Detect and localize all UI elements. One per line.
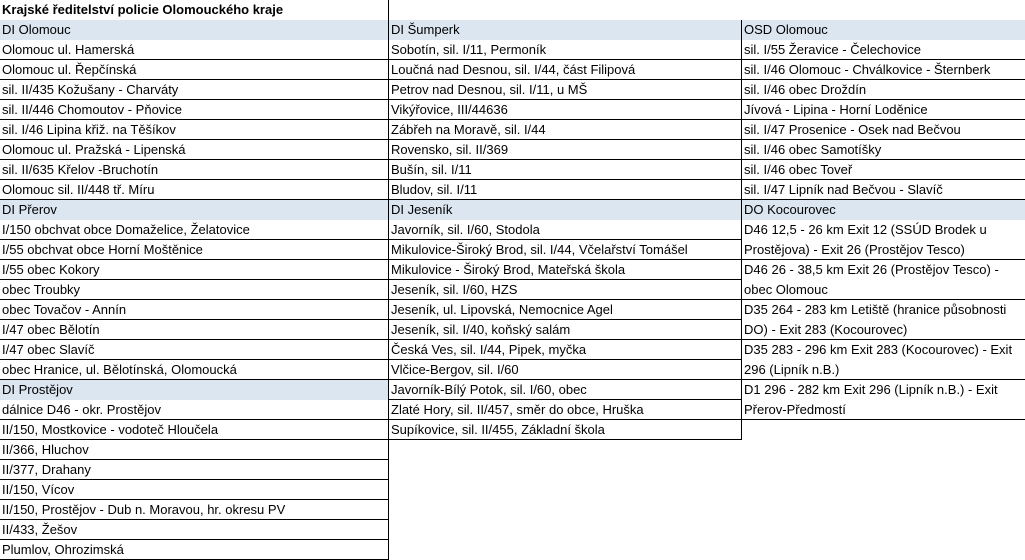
list-item: II/377, Drahany: [2, 462, 91, 477]
list-item: I/150 obchvat obce Domaželice, Želatovice: [2, 222, 250, 237]
list-item: sil. I/46 obec Samotíšky: [744, 142, 882, 157]
list-item: sil. I/55 Žeravice - Čelechovice: [744, 42, 922, 57]
list-item: Zábřeh na Moravě, sil. I/44: [391, 122, 546, 137]
list-item: Olomouc ul. Pražská - Lipenská: [2, 142, 186, 157]
list-item: Rovensko, sil. II/369: [391, 142, 509, 157]
list-item: II/150, Vícov: [2, 482, 75, 497]
list-item: I/47 obec Slavíč: [2, 342, 95, 357]
list-item: obec Tovačov - Annín: [2, 302, 127, 317]
list-item: Javorník-Bílý Potok, sil. I/60, obec: [391, 382, 587, 397]
list-item: Supíkovice, sil. II/455, Základní škola: [391, 422, 605, 437]
list-item: I/55 obec Kokory: [2, 262, 100, 277]
list-item: Prostějova) - Exit 26 (Prostějov Tesco): [744, 242, 965, 257]
section-header: DI Olomouc: [0, 20, 388, 40]
row-border: [388, 439, 741, 440]
section-header: DO Kocourovec: [742, 200, 1025, 220]
list-item: obec Troubky: [2, 282, 81, 297]
column-border: [388, 20, 389, 560]
list-item: obec Hranice, ul. Bělotínská, Olomoucká: [2, 362, 237, 377]
list-item: D1 296 - 282 km Exit 296 (Lipník n.B.) - Exit: [744, 382, 998, 397]
list-item: II/150, Mostkovice - vodoteč Hloučela: [2, 422, 219, 437]
list-item: Olomouc sil. II/448 tř. Míru: [2, 182, 155, 197]
row-border: [741, 419, 1025, 420]
list-item: Přerov-Předmostí: [744, 402, 846, 417]
list-item: Vikýřovice, III/44636: [391, 102, 508, 117]
section-header: DI Přerov: [0, 200, 388, 220]
list-item: sil. I/47 Prosenice - Osek nad Bečvou: [744, 122, 961, 137]
list-item: Jívová - Lipina - Horní Loděnice: [744, 102, 928, 117]
list-item: sil. I/46 obec Droždín: [744, 82, 867, 97]
list-item: I/55 obchvat obce Horní Moštěnice: [2, 242, 203, 257]
list-item: sil. I/46 obec Toveř: [744, 162, 853, 177]
list-item: DO) - Exit 283 (Kocourovec): [744, 322, 908, 337]
section-header: DI Šumperk: [389, 20, 741, 40]
list-item: sil. I/46 Lipina křiž. na Těšíkov: [2, 122, 176, 137]
list-item: Zlaté Hory, sil. II/457, směr do obce, Hruška: [391, 402, 644, 417]
list-item: II/433, Žešov: [2, 522, 78, 537]
list-item: Jeseník, sil. I/40, koňský salám: [391, 322, 571, 337]
list-item: dálnice D46 - okr. Prostějov: [2, 402, 161, 417]
list-item: II/366, Hluchov: [2, 442, 89, 457]
list-item: Vlčice-Bergov, sil. I/60: [391, 362, 519, 377]
column-border: [741, 20, 742, 440]
section-header: OSD Olomouc: [742, 20, 1025, 40]
list-item: sil. I/47 Lipník nad Bečvou - Slavíč: [744, 182, 943, 197]
list-item: sil. I/46 Olomouc - Chválkovice - Šternberk: [744, 62, 991, 77]
list-item: Javorník, sil. I/60, Stodola: [391, 222, 540, 237]
list-item: Česká Ves, sil. I/44, Pipek, myčka: [391, 342, 587, 357]
list-item: Jeseník, sil. I/60, HZS: [391, 282, 518, 297]
list-item: Olomouc ul. Řepčínská: [2, 62, 137, 77]
list-item: D46 26 - 38,5 km Exit 26 (Prostějov Tesco) -: [744, 262, 999, 277]
list-item: obec Olomouc: [744, 282, 828, 297]
list-item: Sobotín, sil. I/11, Permoník: [391, 42, 547, 57]
sheet-title: Krajské ředitelství policie Olomouckého kraje: [2, 2, 284, 17]
list-item: D35 264 - 283 km Letiště (hranice působnosti: [744, 302, 1007, 317]
list-item: Mikulovice-Široký Brod, sil. I/44, Včelařství Tomášel: [391, 242, 688, 257]
list-item: Jeseník, ul. Lipovská, Nemocnice Agel: [391, 302, 613, 317]
list-item: sil. II/435 Kožušany - Charváty: [2, 82, 179, 97]
list-item: I/47 obec Bělotín: [2, 322, 100, 337]
list-item: Mikulovice - Široký Brod, Mateřská škola: [391, 262, 626, 277]
list-item: Loučná nad Desnou, sil. I/44, část Filipová: [391, 62, 636, 77]
list-item: Petrov nad Desnou, sil. I/11, u MŠ: [391, 82, 588, 97]
list-item: Plumlov, Ohrozimská: [2, 542, 124, 557]
section-header: DI Prostějov: [0, 380, 388, 400]
list-item: Bušín, sil. I/11: [391, 162, 472, 177]
list-item: Olomouc ul. Hamerská: [2, 42, 135, 57]
list-item: sil. II/446 Chomoutov - Pňovice: [2, 102, 182, 117]
list-item: 296 (Lipník n.B.): [744, 362, 840, 377]
list-item: D35 283 - 296 km Exit 283 (Kocourovec) - Exit: [744, 342, 1013, 357]
list-item: D46 12,5 - 26 km Exit 12 (SSÚD Brodek u: [744, 222, 987, 237]
list-item: Bludov, sil. I/11: [391, 182, 478, 197]
list-item: sil. II/635 Křelov -Bruchotín: [2, 162, 159, 177]
list-item: II/150, Prostějov - Dub n. Moravou, hr. okresu PV: [2, 502, 286, 517]
column-border: [388, 0, 389, 20]
section-header: DI Jeseník: [389, 200, 741, 220]
